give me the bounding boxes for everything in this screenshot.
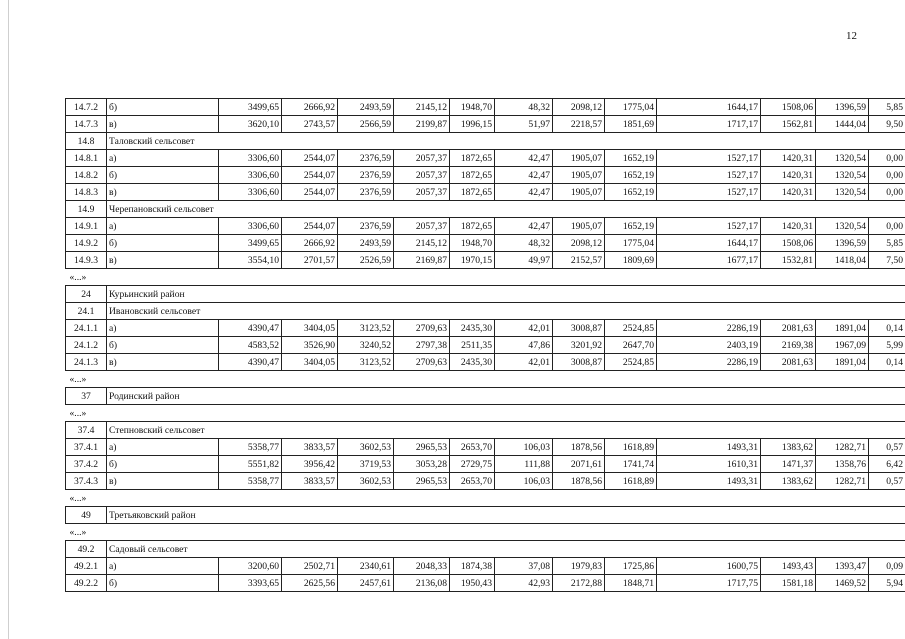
value-cell: 1420,31 [761, 150, 816, 167]
value-cell: 3499,65 [219, 99, 282, 116]
row-subcategory: в) [107, 184, 219, 201]
value-cell: 5358,77 [219, 439, 282, 456]
value-cell: 1677,17 [657, 252, 761, 269]
value-cell: 2376,59 [338, 184, 394, 201]
table-row [66, 558, 905, 575]
value-cell: 1644,17 [657, 99, 761, 116]
value-cell: 51,97 [495, 116, 553, 133]
value-cell: 1493,31 [657, 439, 761, 456]
value-cell: 3008,87 [553, 354, 605, 371]
omission-marker: «...» [66, 371, 905, 388]
value-cell: 1532,81 [761, 252, 816, 269]
value-cell: 3201,92 [553, 337, 605, 354]
omission-marker: «...» [66, 524, 905, 541]
value-cell: 3602,53 [338, 439, 394, 456]
omission-row [66, 371, 905, 388]
value-cell: 1320,54 [816, 167, 869, 184]
row-code: 14.8.2 [66, 167, 107, 184]
value-cell: 4390,47 [219, 354, 282, 371]
omission-row [66, 405, 905, 422]
value-cell: 1471,37 [761, 456, 816, 473]
value-cell: 1527,17 [657, 167, 761, 184]
value-cell: 0,00 [869, 150, 905, 167]
value-cell: 42,47 [495, 184, 553, 201]
value-cell: 1527,17 [657, 218, 761, 235]
value-cell: 1872,65 [450, 150, 495, 167]
value-cell: 1493,31 [657, 473, 761, 490]
row-subcategory: в) [107, 116, 219, 133]
value-cell: 5,94 [869, 575, 905, 592]
value-cell: 2653,70 [450, 439, 495, 456]
row-code: 14.7.3 [66, 116, 107, 133]
value-cell: 2169,38 [761, 337, 816, 354]
value-cell: 2435,30 [450, 354, 495, 371]
value-cell: 1905,07 [553, 184, 605, 201]
table-row [66, 116, 905, 133]
value-cell: 3554,10 [219, 252, 282, 269]
row-code: 24.1.3 [66, 354, 107, 371]
value-cell: 1775,04 [605, 235, 657, 252]
group-name: Черепановский сельсовет [107, 201, 905, 218]
value-cell: 0,09 [869, 558, 905, 575]
value-cell: 1320,54 [816, 184, 869, 201]
value-cell: 1872,65 [450, 184, 495, 201]
group-name: Ивановский сельсовет [107, 303, 905, 320]
value-cell: 1527,17 [657, 150, 761, 167]
value-cell: 1508,06 [761, 99, 816, 116]
group-name: Курьинский район [107, 286, 905, 303]
value-cell: 2493,59 [338, 99, 394, 116]
value-cell: 1809,69 [605, 252, 657, 269]
row-code: 37.4.2 [66, 456, 107, 473]
table-row [66, 473, 905, 490]
value-cell: 1775,04 [605, 99, 657, 116]
omission-row [66, 269, 905, 286]
value-cell: 2647,70 [605, 337, 657, 354]
value-cell: 2172,88 [553, 575, 605, 592]
value-cell: 1967,09 [816, 337, 869, 354]
group-header-row [66, 201, 905, 218]
value-cell: 4583,52 [219, 337, 282, 354]
value-cell: 2286,19 [657, 354, 761, 371]
value-cell: 2376,59 [338, 150, 394, 167]
value-cell: 2544,07 [282, 218, 338, 235]
value-cell: 2965,53 [394, 439, 450, 456]
group-header-row [66, 388, 905, 405]
value-cell: 2709,63 [394, 354, 450, 371]
value-cell: 1618,89 [605, 439, 657, 456]
value-cell: 3123,52 [338, 354, 394, 371]
value-cell: 2544,07 [282, 167, 338, 184]
value-cell: 2743,57 [282, 116, 338, 133]
table-row [66, 337, 905, 354]
value-cell: 1996,15 [450, 116, 495, 133]
value-cell: 2098,12 [553, 235, 605, 252]
value-cell: 2145,12 [394, 99, 450, 116]
row-subcategory: б) [107, 99, 219, 116]
value-cell: 3404,05 [282, 320, 338, 337]
value-cell: 2666,92 [282, 99, 338, 116]
value-cell: 1717,17 [657, 116, 761, 133]
value-cell: 2169,87 [394, 252, 450, 269]
value-cell: 2057,37 [394, 150, 450, 167]
value-cell: 48,32 [495, 99, 553, 116]
value-cell: 1581,18 [761, 575, 816, 592]
group-code: 37.4 [66, 422, 107, 439]
group-name: Садовый сельсовет [107, 541, 905, 558]
value-cell: 5551,82 [219, 456, 282, 473]
value-cell: 2136,08 [394, 575, 450, 592]
row-subcategory: б) [107, 337, 219, 354]
value-cell: 1469,52 [816, 575, 869, 592]
value-cell: 2729,75 [450, 456, 495, 473]
row-code: 14.8.3 [66, 184, 107, 201]
value-cell: 3393,65 [219, 575, 282, 592]
value-cell: 2376,59 [338, 218, 394, 235]
value-cell: 1444,04 [816, 116, 869, 133]
table-row [66, 575, 905, 592]
value-cell: 1652,19 [605, 184, 657, 201]
value-cell: 42,47 [495, 167, 553, 184]
value-cell: 5358,77 [219, 473, 282, 490]
value-cell: 1282,71 [816, 439, 869, 456]
value-cell: 3306,60 [219, 218, 282, 235]
value-cell: 2625,56 [282, 575, 338, 592]
value-cell: 2218,57 [553, 116, 605, 133]
value-cell: 2145,12 [394, 235, 450, 252]
value-cell: 42,47 [495, 150, 553, 167]
group-code: 14.8 [66, 133, 107, 150]
row-code: 37.4.3 [66, 473, 107, 490]
row-code: 24.1.1 [66, 320, 107, 337]
value-cell: 2493,59 [338, 235, 394, 252]
value-cell: 5,85 [869, 235, 905, 252]
value-cell: 3602,53 [338, 473, 394, 490]
value-cell: 3719,53 [338, 456, 394, 473]
table-row [66, 218, 905, 235]
value-cell: 1905,07 [553, 150, 605, 167]
table-row [66, 184, 905, 201]
value-cell: 1383,62 [761, 473, 816, 490]
value-cell: 1741,74 [605, 456, 657, 473]
value-cell: 9,50 [869, 116, 905, 133]
row-code: 14.9.1 [66, 218, 107, 235]
value-cell: 5,99 [869, 337, 905, 354]
value-cell: 3240,52 [338, 337, 394, 354]
group-code: 37 [66, 388, 107, 405]
value-cell: 1396,59 [816, 99, 869, 116]
value-cell: 1872,65 [450, 218, 495, 235]
value-cell: 1396,59 [816, 235, 869, 252]
value-cell: 1950,43 [450, 575, 495, 592]
value-cell: 2081,63 [761, 354, 816, 371]
value-cell: 106,03 [495, 439, 553, 456]
value-cell: 2526,59 [338, 252, 394, 269]
value-cell: 0,00 [869, 184, 905, 201]
value-cell: 2057,37 [394, 167, 450, 184]
table-body [66, 99, 905, 592]
value-cell: 1320,54 [816, 150, 869, 167]
value-cell: 111,88 [495, 456, 553, 473]
value-cell: 2057,37 [394, 218, 450, 235]
value-cell: 1610,31 [657, 456, 761, 473]
value-cell: 42,01 [495, 354, 553, 371]
value-cell: 2701,57 [282, 252, 338, 269]
value-cell: 1970,15 [450, 252, 495, 269]
value-cell: 7,50 [869, 252, 905, 269]
value-cell: 1418,04 [816, 252, 869, 269]
group-header-row [66, 133, 905, 150]
page-left-rule [8, 0, 9, 639]
value-cell: 1383,62 [761, 439, 816, 456]
table-row [66, 320, 905, 337]
group-header-row [66, 286, 905, 303]
page-number: 12 [846, 30, 857, 42]
value-cell: 49,97 [495, 252, 553, 269]
row-subcategory: б) [107, 456, 219, 473]
value-cell: 2376,59 [338, 167, 394, 184]
value-cell: 1527,17 [657, 184, 761, 201]
value-cell: 0,57 [869, 473, 905, 490]
table-row [66, 99, 905, 116]
group-code: 14.9 [66, 201, 107, 218]
row-code: 14.9.3 [66, 252, 107, 269]
value-cell: 3306,60 [219, 184, 282, 201]
group-header-row [66, 422, 905, 439]
value-cell: 2403,19 [657, 337, 761, 354]
group-name: Третьяковский район [107, 507, 905, 524]
value-cell: 2435,30 [450, 320, 495, 337]
value-cell: 2524,85 [605, 354, 657, 371]
omission-marker: «...» [66, 269, 905, 286]
group-header-row [66, 541, 905, 558]
value-cell: 1891,04 [816, 320, 869, 337]
value-cell: 1652,19 [605, 167, 657, 184]
value-cell: 2965,53 [394, 473, 450, 490]
value-cell: 1652,19 [605, 150, 657, 167]
value-cell: 2502,71 [282, 558, 338, 575]
value-cell: 1358,76 [816, 456, 869, 473]
value-cell: 1878,56 [553, 439, 605, 456]
value-cell: 1320,54 [816, 218, 869, 235]
value-cell: 2152,57 [553, 252, 605, 269]
row-subcategory: в) [107, 252, 219, 269]
value-cell: 3526,90 [282, 337, 338, 354]
value-cell: 3833,57 [282, 439, 338, 456]
value-cell: 3956,42 [282, 456, 338, 473]
value-cell: 2081,63 [761, 320, 816, 337]
row-subcategory: б) [107, 167, 219, 184]
value-cell: 48,32 [495, 235, 553, 252]
value-cell: 1848,71 [605, 575, 657, 592]
value-cell: 3008,87 [553, 320, 605, 337]
table-row [66, 150, 905, 167]
table-row [66, 252, 905, 269]
value-cell: 0,00 [869, 218, 905, 235]
value-cell: 1420,31 [761, 184, 816, 201]
value-cell: 3123,52 [338, 320, 394, 337]
row-subcategory: б) [107, 575, 219, 592]
value-cell: 0,00 [869, 167, 905, 184]
table-row [66, 456, 905, 473]
value-cell: 1717,75 [657, 575, 761, 592]
table-row [66, 354, 905, 371]
value-cell: 1282,71 [816, 473, 869, 490]
value-cell: 2511,35 [450, 337, 495, 354]
group-code: 49 [66, 507, 107, 524]
table-row [66, 235, 905, 252]
value-cell: 0,14 [869, 354, 905, 371]
value-cell: 1979,83 [553, 558, 605, 575]
value-cell: 1891,04 [816, 354, 869, 371]
value-cell: 2048,33 [394, 558, 450, 575]
value-cell: 1725,86 [605, 558, 657, 575]
value-cell: 1874,38 [450, 558, 495, 575]
value-cell: 1493,43 [761, 558, 816, 575]
value-cell: 47,86 [495, 337, 553, 354]
value-cell: 42,93 [495, 575, 553, 592]
value-cell: 1420,31 [761, 218, 816, 235]
value-cell: 1878,56 [553, 473, 605, 490]
value-cell: 3306,60 [219, 150, 282, 167]
value-cell: 1905,07 [553, 218, 605, 235]
row-subcategory: а) [107, 218, 219, 235]
value-cell: 4390,47 [219, 320, 282, 337]
value-cell: 1948,70 [450, 99, 495, 116]
value-cell: 3200,60 [219, 558, 282, 575]
value-cell: 1562,81 [761, 116, 816, 133]
value-cell: 1600,75 [657, 558, 761, 575]
value-cell: 2544,07 [282, 150, 338, 167]
value-cell: 1652,19 [605, 218, 657, 235]
value-cell: 2666,92 [282, 235, 338, 252]
value-cell: 3404,05 [282, 354, 338, 371]
group-code: 24.1 [66, 303, 107, 320]
value-cell: 1508,06 [761, 235, 816, 252]
row-code: 49.2.2 [66, 575, 107, 592]
value-cell: 37,08 [495, 558, 553, 575]
value-cell: 42,01 [495, 320, 553, 337]
value-cell: 1948,70 [450, 235, 495, 252]
value-cell: 2098,12 [553, 99, 605, 116]
table-row [66, 167, 905, 184]
group-header-row [66, 507, 905, 524]
value-cell: 2071,61 [553, 456, 605, 473]
value-cell: 2544,07 [282, 184, 338, 201]
table-row [66, 439, 905, 456]
value-cell: 1905,07 [553, 167, 605, 184]
value-cell: 3053,28 [394, 456, 450, 473]
value-cell: 3306,60 [219, 167, 282, 184]
value-cell: 1851,69 [605, 116, 657, 133]
value-cell: 2340,61 [338, 558, 394, 575]
value-cell: 2199,87 [394, 116, 450, 133]
value-cell: 5,85 [869, 99, 905, 116]
value-cell: 106,03 [495, 473, 553, 490]
value-cell: 2524,85 [605, 320, 657, 337]
group-code: 49.2 [66, 541, 107, 558]
group-name: Таловский сельсовет [107, 133, 905, 150]
value-cell: 0,57 [869, 439, 905, 456]
value-cell: 1393,47 [816, 558, 869, 575]
omission-marker: «...» [66, 405, 905, 422]
value-cell: 3620,10 [219, 116, 282, 133]
row-subcategory: в) [107, 354, 219, 371]
omission-marker: «...» [66, 490, 905, 507]
group-name: Родинский район [107, 388, 905, 405]
value-cell: 2566,59 [338, 116, 394, 133]
row-code: 14.9.2 [66, 235, 107, 252]
group-header-row [66, 303, 905, 320]
row-code: 24.1.2 [66, 337, 107, 354]
omission-row [66, 524, 905, 541]
value-cell: 2286,19 [657, 320, 761, 337]
value-cell: 0,14 [869, 320, 905, 337]
value-cell: 2653,70 [450, 473, 495, 490]
row-subcategory: а) [107, 439, 219, 456]
value-cell: 1618,89 [605, 473, 657, 490]
row-subcategory: а) [107, 320, 219, 337]
value-cell: 2709,63 [394, 320, 450, 337]
group-name: Степновский сельсовет [107, 422, 905, 439]
row-code: 37.4.1 [66, 439, 107, 456]
value-cell: 6,42 [869, 456, 905, 473]
row-subcategory: а) [107, 558, 219, 575]
row-subcategory: б) [107, 235, 219, 252]
value-cell: 3499,65 [219, 235, 282, 252]
value-cell: 3833,57 [282, 473, 338, 490]
value-cell: 2797,38 [394, 337, 450, 354]
value-cell: 2457,61 [338, 575, 394, 592]
tariff-table [65, 98, 905, 592]
row-code: 14.7.2 [66, 99, 107, 116]
group-code: 24 [66, 286, 107, 303]
value-cell: 42,47 [495, 218, 553, 235]
value-cell: 1872,65 [450, 167, 495, 184]
omission-row [66, 490, 905, 507]
row-code: 49.2.1 [66, 558, 107, 575]
value-cell: 2057,37 [394, 184, 450, 201]
row-subcategory: в) [107, 473, 219, 490]
row-subcategory: а) [107, 150, 219, 167]
row-code: 14.8.1 [66, 150, 107, 167]
value-cell: 1644,17 [657, 235, 761, 252]
value-cell: 1420,31 [761, 167, 816, 184]
